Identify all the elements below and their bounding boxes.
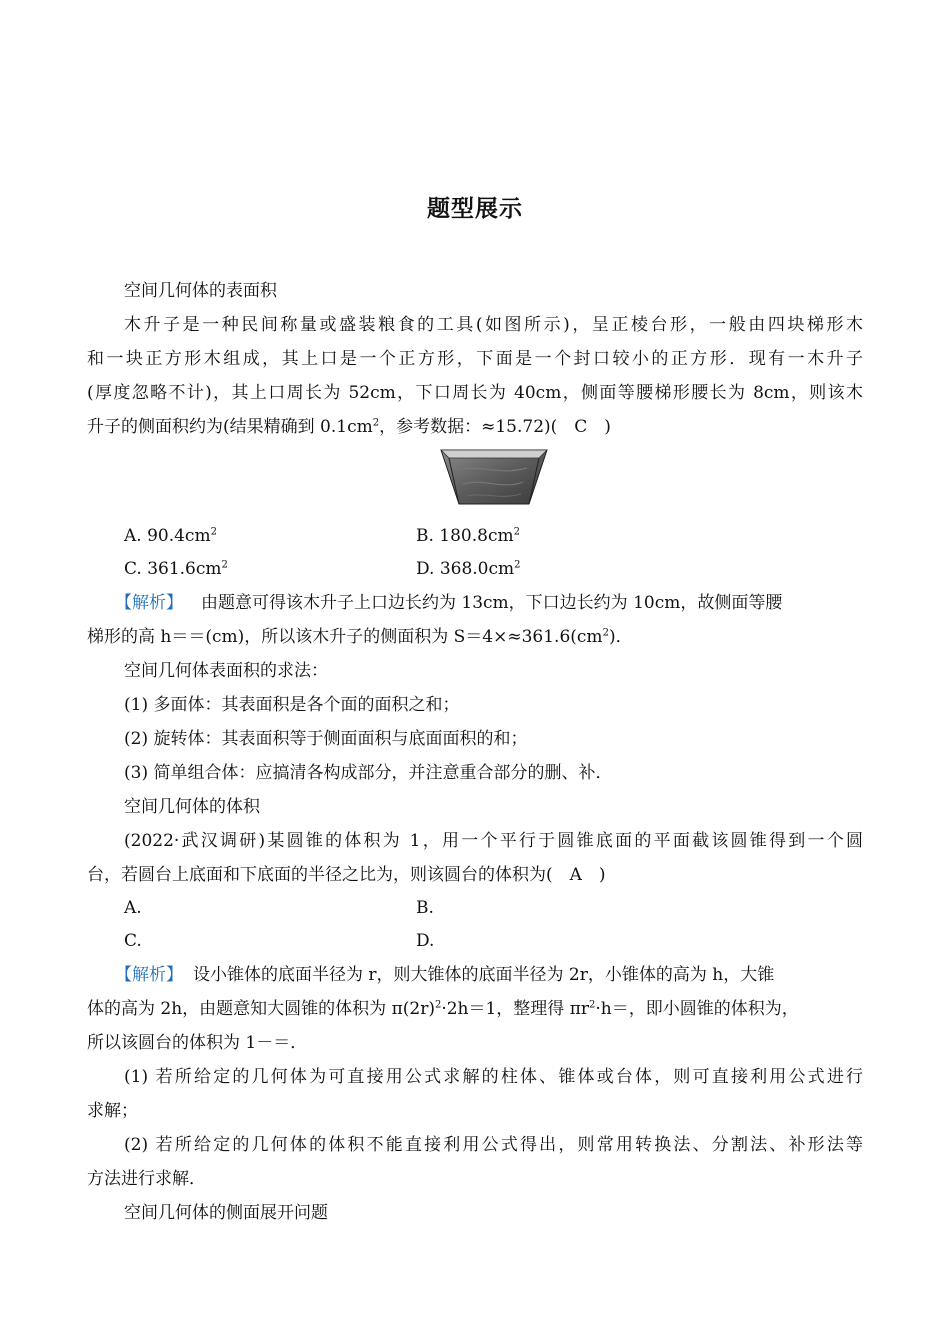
analysis-line: 体的高为 2h，由题意知大圆锥的体积为 $\pi(2r)^2\cdot 2h=1$，整理得 $\pi r^2\cdot h=$，即小圆锥的体积为， [87, 999, 799, 1019]
tip-line: 求解； [87, 1101, 138, 1121]
analysis-tag: 【解析】 [115, 593, 183, 613]
analysis-line: 梯形的高 h＝＝(cm)，所以该木升子的侧面积为 $S=4\times\approx 361.6(cm^2)$． [87, 627, 633, 647]
tip-line: (1) 若所给定的几何体为可直接用公式求解的柱体、锥体或台体，则可直接利用公式进行 [124, 1067, 863, 1087]
option-d[interactable]: D. [416, 931, 435, 951]
section-heading-surface-area: 空间几何体的表面积 [124, 281, 277, 301]
wooden-box-image [439, 446, 549, 506]
option-b[interactable]: B. [416, 898, 434, 918]
option-d[interactable]: D. $368.0cm^2$ [416, 559, 521, 579]
method-item: (1) 多面体：其表面积是各个面的面积之和； [124, 695, 460, 715]
option-a[interactable]: A. [124, 898, 142, 918]
question-line: 台，若圆台上底面和下底面的半径之比为，则该圆台的体积为( A ) [87, 865, 606, 885]
option-c[interactable]: C. $361.6cm^2$ [124, 559, 228, 579]
options-row [87, 520, 863, 553]
tip-line: (2) 若所给定的几何体的体积不能直接利用公式得出，则常用转换法、分割法、补形法等 [124, 1135, 863, 1155]
option-a[interactable]: A. $90.4cm^2$ [124, 526, 217, 546]
question-line: (2022·武汉调研)某圆锥的体积为 1，用一个平行于圆锥底面的平面截该圆锥得到一个圆 [124, 831, 863, 851]
options-row [87, 925, 863, 958]
option-b[interactable]: B. $180.8cm^2$ [416, 526, 520, 546]
content [87, 274, 863, 1230]
option-c[interactable]: C. [124, 931, 142, 951]
figure-wooden-box [87, 444, 863, 520]
question-line: 木升子是一种民间称量或盛装粮食的工具(如图所示)，呈正棱台形，一般由四块梯形木 [124, 315, 863, 335]
page-title: 题型展示 [427, 196, 523, 222]
analysis-line: 【解析】 由题意可得该木升子上口边长约为 13cm，下口边长约为 10cm，故侧面等腰 [115, 593, 783, 613]
tip-line: 方法进行求解． [87, 1169, 206, 1189]
section-heading-unfolding: 空间几何体的侧面展开问题 [124, 1203, 328, 1223]
options-row [87, 553, 863, 586]
question-line: (厚度忽略不计)，其上口周长为 52cm，下口周长为 40cm，侧面等腰梯形腰长为 8cm，则该木 [87, 383, 863, 403]
analysis-line: 【解析】 设小锥体的底面半径为 r，则大锥体的底面半径为 2r，小锥体的高为 h，大锥 [115, 965, 775, 985]
analysis-tag: 【解析】 [115, 965, 183, 985]
analysis-line: 所以该圆台的体积为 1－＝． [87, 1033, 308, 1053]
section-heading-volume: 空间几何体的体积 [124, 797, 260, 817]
method-title: 空间几何体表面积的求法： [124, 661, 328, 681]
options-row [87, 892, 863, 925]
question-line: 和一块正方形木组成，其上口是一个正方形，下面是一个封口较小的正方形．现有一木升子 [87, 349, 863, 369]
method-item: (3) 简单组合体：应搞清各构成部分，并注意重合部分的删、补． [124, 763, 613, 783]
method-item: (2) 旋转体：其表面积等于侧面面积与底面面积的和； [124, 729, 528, 749]
question-line: 升子的侧面积约为(结果精确到 $0.1cm^2$，参考数据：≈15.72)( C ) [87, 417, 611, 437]
